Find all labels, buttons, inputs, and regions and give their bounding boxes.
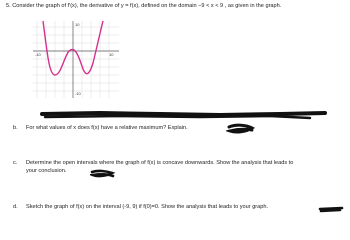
question-5 bbox=[6, 3, 281, 10]
grid bbox=[33, 21, 119, 98]
part-c bbox=[13, 160, 293, 167]
tick-label-y-bottom: -10 bbox=[75, 91, 81, 96]
part-c-label: c. bbox=[13, 160, 18, 166]
part-b-text: For what values of x does f(x) have a relative maximum? Explain. bbox=[26, 125, 188, 131]
redaction-scribble-b bbox=[226, 122, 256, 136]
redaction-scribble-c bbox=[90, 168, 116, 180]
part-d-text: Sketch the graph of f(x) on the interval (-9, 9) if f(0)=0. Show the analysis that leads to your graph. bbox=[26, 204, 269, 210]
derivative-graph bbox=[33, 21, 119, 98]
redaction-scribble-large bbox=[40, 108, 330, 122]
part-d bbox=[13, 204, 268, 211]
tick-label-x-left: -10 bbox=[35, 52, 41, 57]
part-b-label: b. bbox=[13, 125, 18, 131]
redaction-scribble-d bbox=[318, 204, 344, 214]
question-number: 5. bbox=[6, 3, 11, 9]
part-c-text-line2: your conclusion. bbox=[26, 168, 67, 174]
part-c-line2 bbox=[26, 168, 66, 175]
part-b bbox=[13, 125, 188, 132]
question-text: Consider the graph of f′(x), the derivative of y = f(x), defined on the domain −9 < x < 9 , as given in the graph. bbox=[12, 3, 282, 9]
part-d-label: d. bbox=[13, 204, 18, 210]
tick-label-y-top: 10 bbox=[75, 22, 80, 27]
part-c-text-line1: Determine the open intervals where the graph of f(x) is concave downwards. Show the analysis that leads to bbox=[26, 160, 294, 166]
tick-label-x-right: 10 bbox=[109, 52, 114, 57]
